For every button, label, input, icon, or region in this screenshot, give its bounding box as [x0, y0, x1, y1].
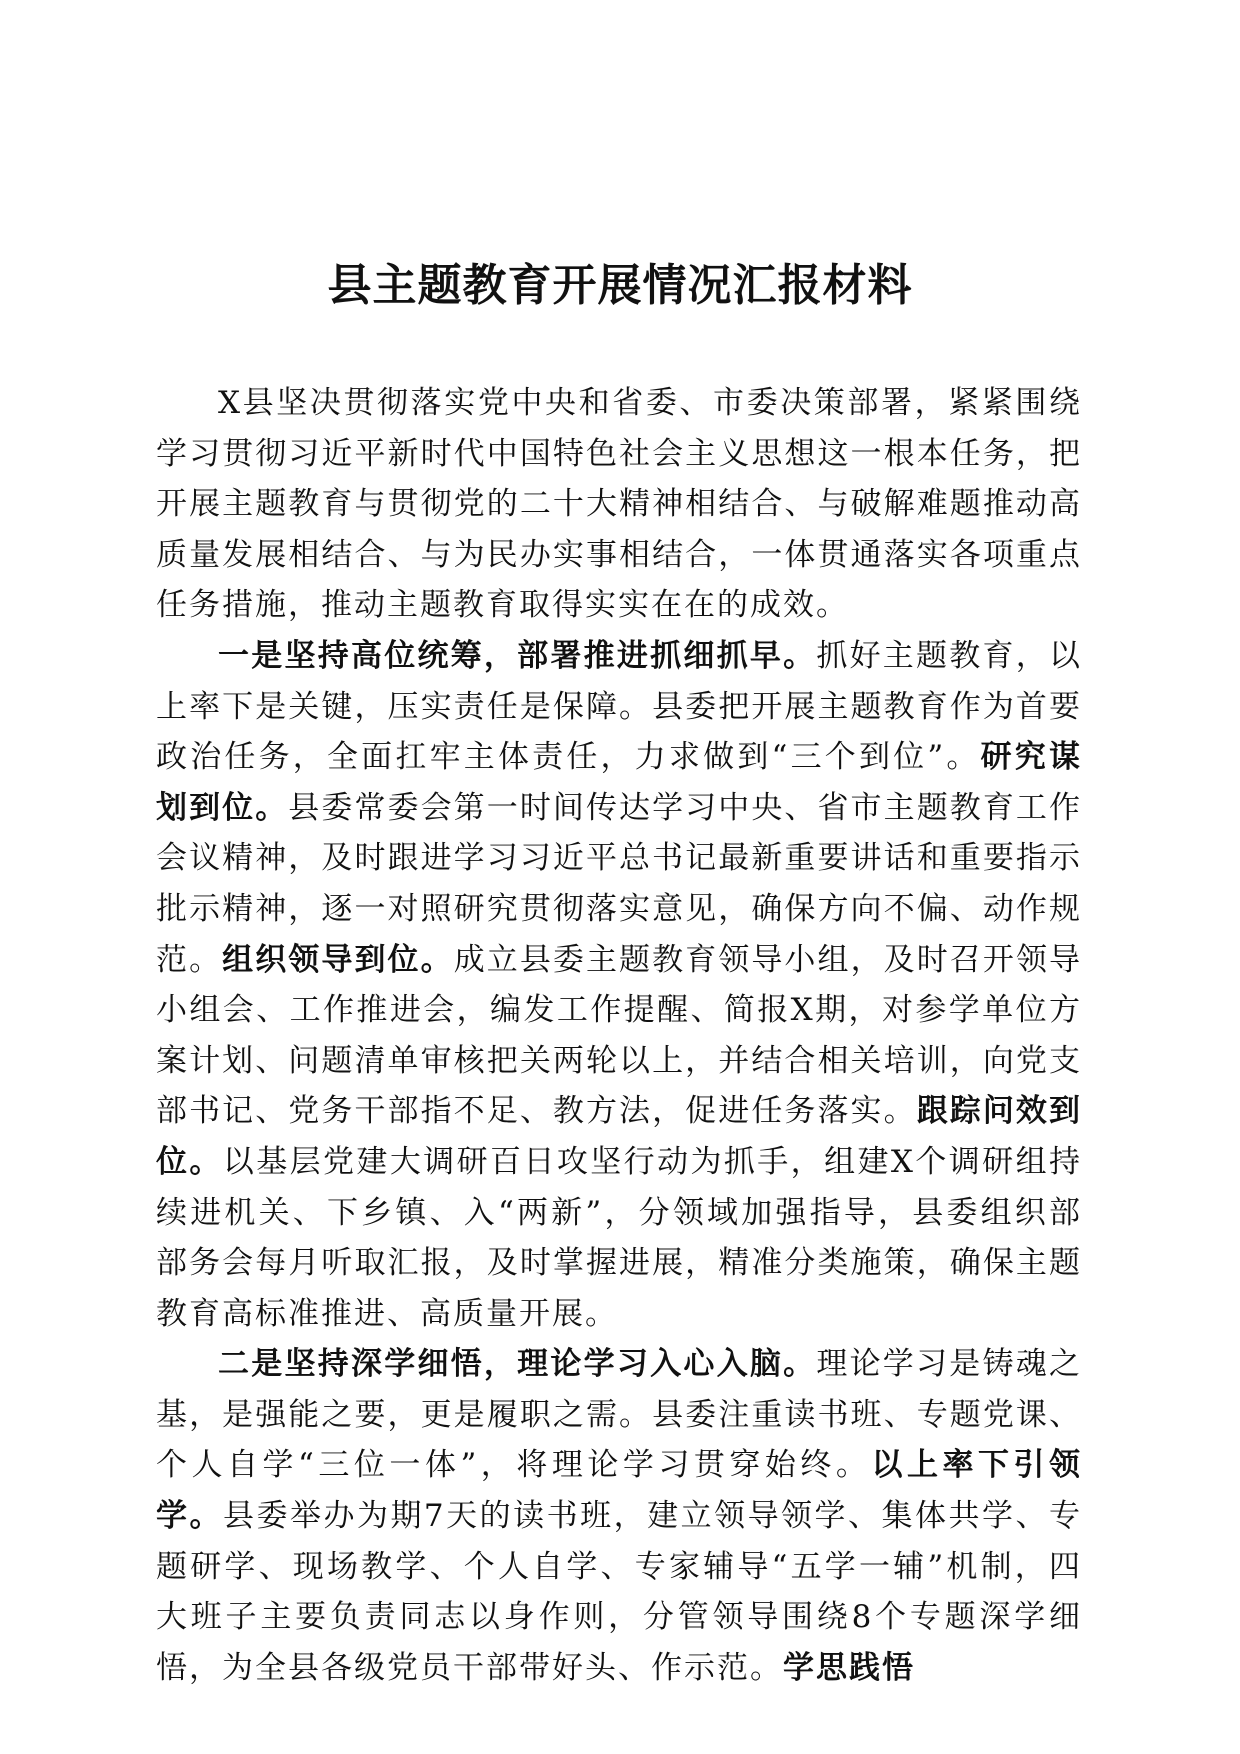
subheading-research-planning: 研究谋划到位。 — [156, 739, 1083, 826]
paragraph-intro — [156, 378, 1082, 631]
subheading-study-think-practice: 学思践悟 — [783, 1649, 915, 1686]
paragraph-text: 理论学习是铸魂之基，是强能之要，更是履职之需。县委注重读书班、专题党课、个人自学“三位一体”，将理论学习贯穿始终。 — [156, 1346, 1083, 1484]
document-body — [156, 378, 1082, 1693]
paragraph-point-two — [156, 1339, 1082, 1693]
paragraph-text: 以基层党建大调研百日攻坚行动为抓手，组建X个调研组持续进机关、下乡镇、入“两新”，分领域加强指导，县委组织部部务会每月听取汇报，及时掌握进展，精准分类施策，确保主题教育高标准推进、高质量开展。 — [156, 1143, 1082, 1332]
subheading-organization-leadership: 组织领导到位。 — [222, 941, 454, 978]
document-title: 县主题教育开展情况汇报材料 — [327, 260, 913, 311]
paragraph-text: 成立县委主题教育领导小组，及时召开领导小组会、工作推进会，编发工作提醒、简报X期，对参学单位方案计划、问题清单审核把关两轮以上，并结合相关培训，向党支部书记、党务干部指不足、教方法，促进任务落实。 — [156, 941, 1083, 1130]
paragraph-text: 县委常委会第一时间传达学习中央、省市主题教育工作会议精神，及时跟进学习习近平总书记最新重要讲话和重要指示批示精神，逐一对照研究贯彻落实意见，确保方向不偏、动作规范。 — [156, 789, 1082, 978]
paragraph-text: 县委举办为期7天的读书班，建立领导领学、集体共学、专题研学、现场教学、个人自学、专家辅导“五学一辅”机制，四大班子主要负责同志以身作则，分管领导围绕8个专题深学细悟，为全县各级党员干部带好头、作示范。 — [156, 1498, 1082, 1686]
paragraph-point-one — [156, 631, 1082, 1339]
subheading-lead-by-example: 以上率下引领学。 — [156, 1447, 1082, 1535]
paragraph-text: 抓好主题教育，以上率下是关键，压实责任是保障。县委把开展主题教育作为首要政治任务，全面扛牢主体责任，力求做到“三个到位”。 — [156, 637, 1083, 776]
paragraph-text: X县坚决贯彻落实党中央和省委、市委决策部署，紧紧围绕学习贯彻习近平新时代中国特色社会主义思想这一根本任务，把开展主题教育与贯彻党的二十大精神相结合、与破解难题推动高质量发展相结合、与为民办实事相结合，一体贯通落实各项重点任务措施，推动主题教育取得实实在在的成效。 — [156, 385, 1082, 624]
point-two-heading: 二是坚持深学细悟，理论学习入心入脑。 — [218, 1346, 817, 1383]
subheading-tracking-accountability: 跟踪问效到位。 — [156, 1093, 1082, 1180]
point-one-heading: 一是坚持高位统筹，部署推进抓细抓早。 — [218, 637, 817, 674]
